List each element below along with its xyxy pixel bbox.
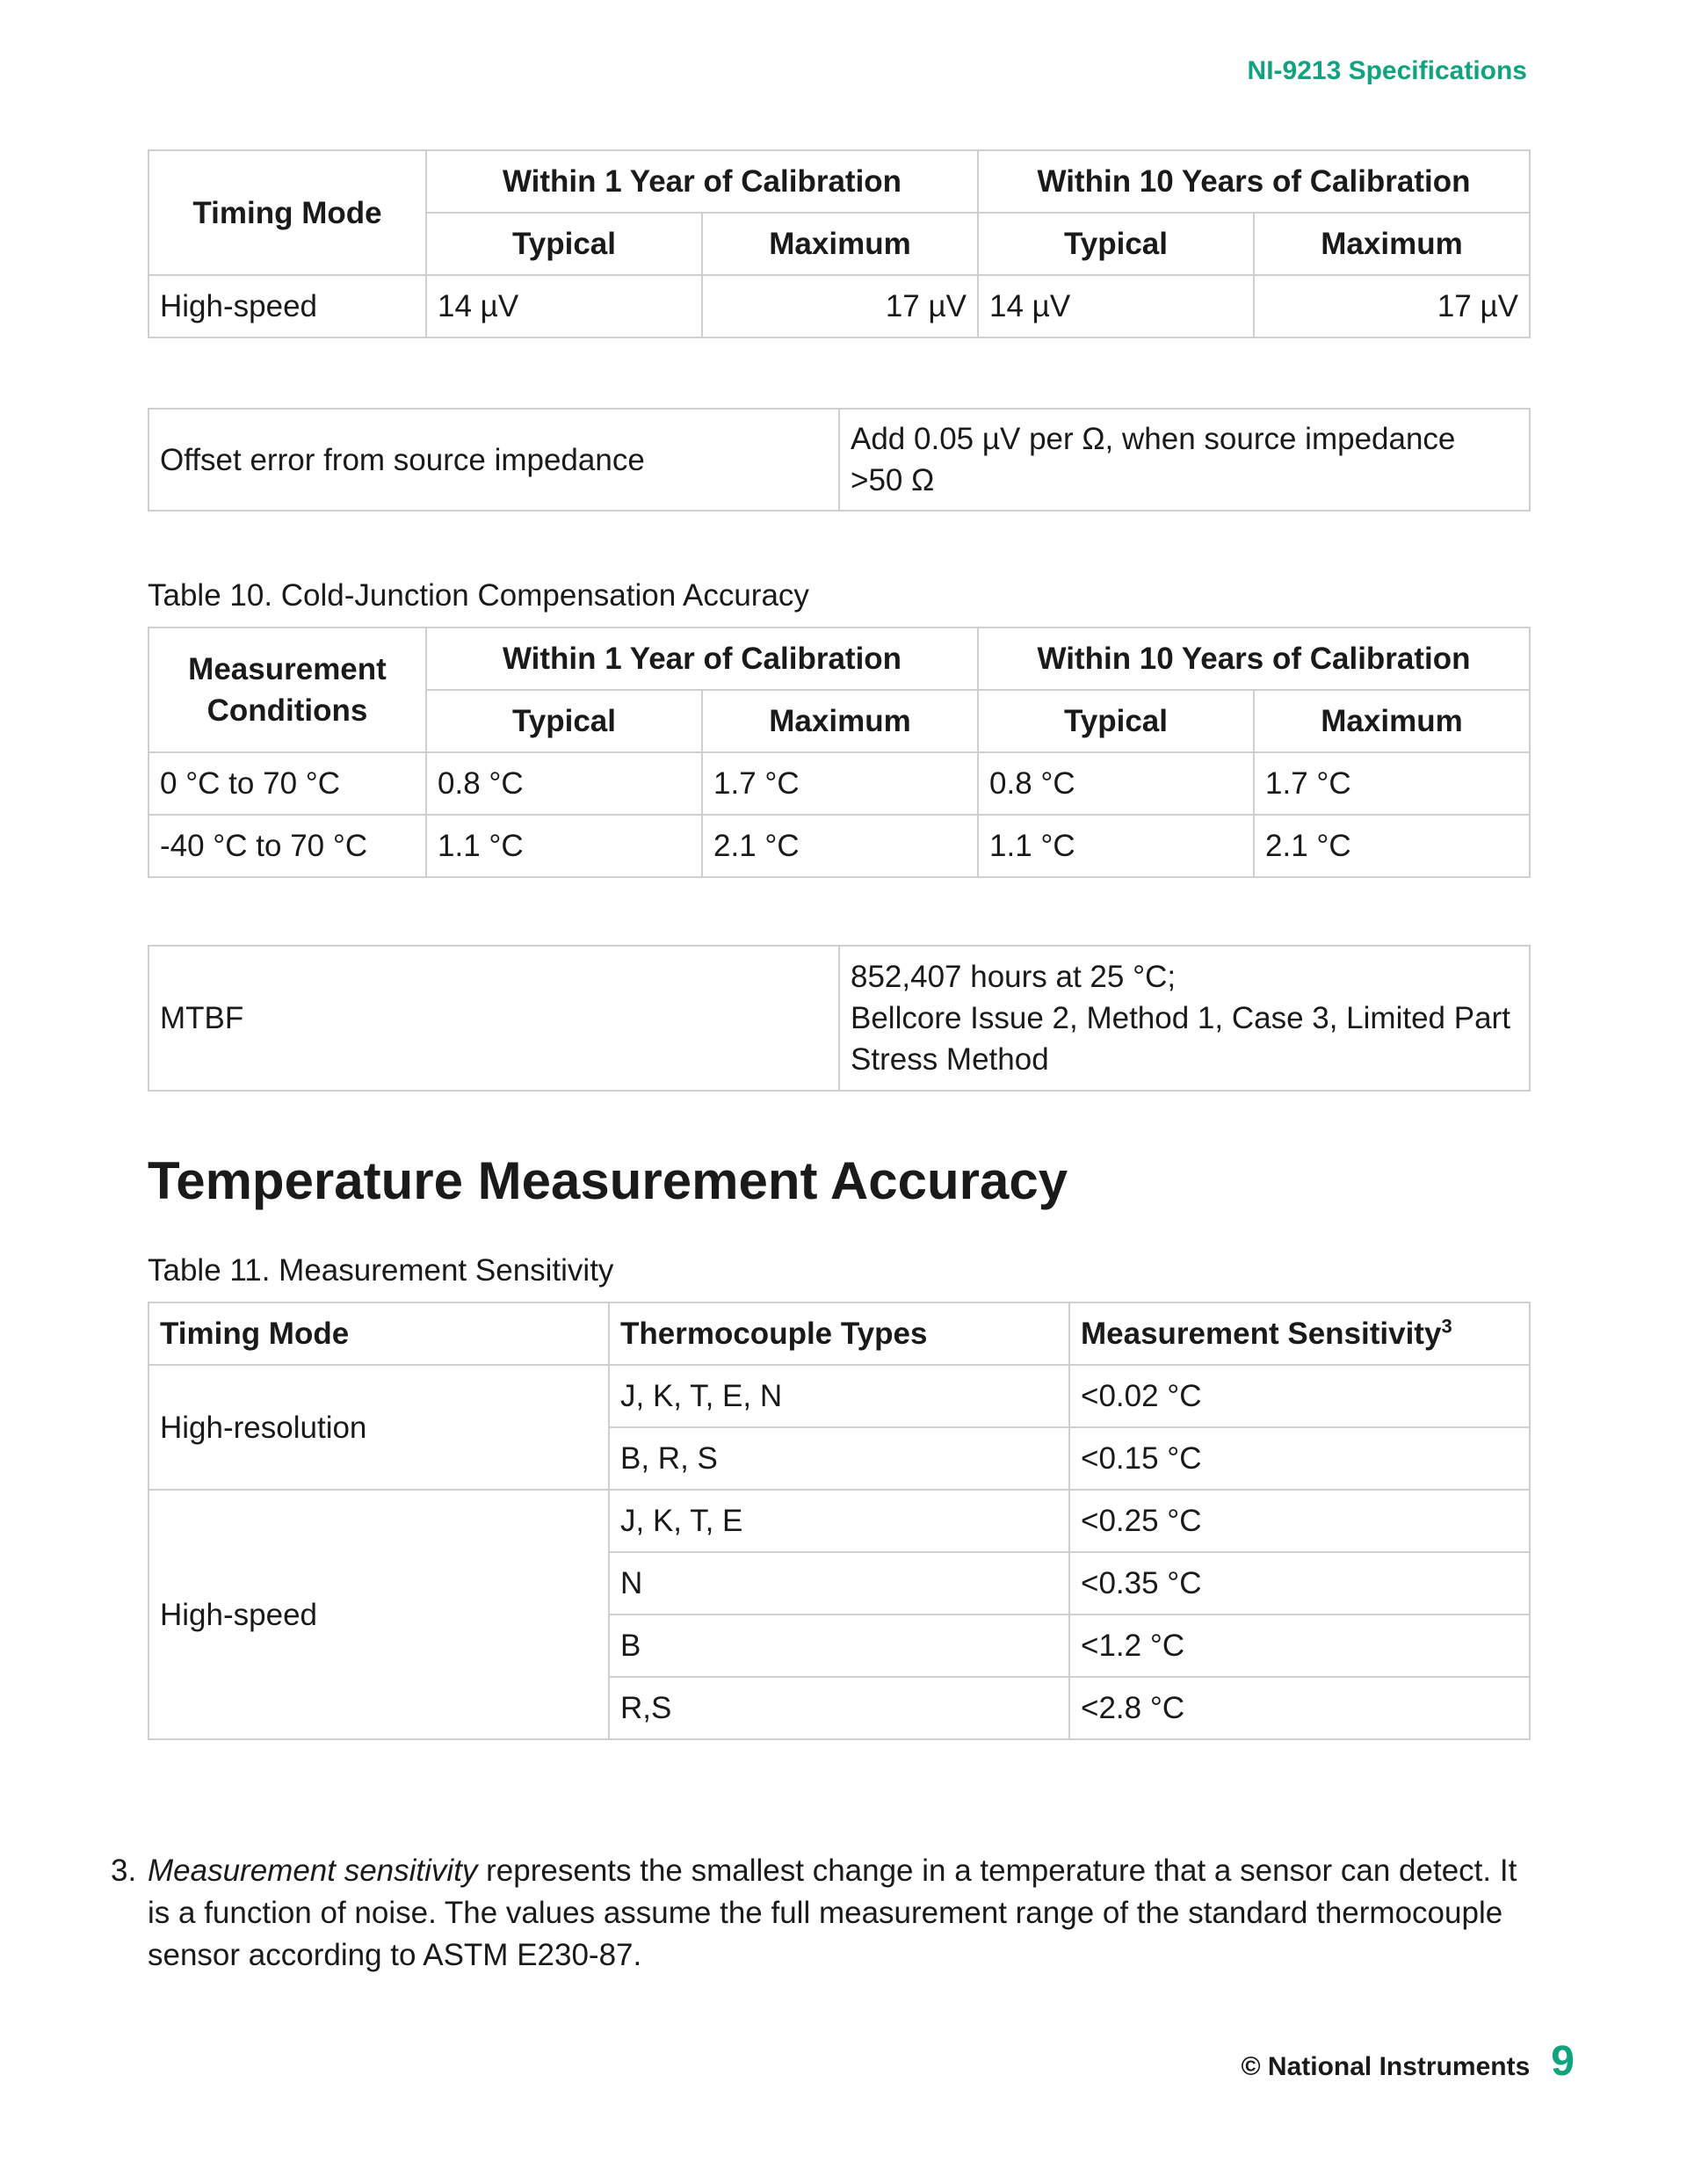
noise-table: [148, 149, 1531, 338]
cell-sensitivity: <0.35 °C: [1069, 1552, 1530, 1614]
table-row: [148, 1490, 1530, 1552]
header-conditions-line1: Measurement: [188, 652, 387, 686]
mtbf-value-line1: 852,407 hours at 25 °C;: [851, 960, 1177, 994]
page-number: 9: [1551, 2038, 1575, 2085]
cell-maximum-1yr: 2.1 °C: [702, 815, 978, 877]
cell-types: B, R, S: [609, 1427, 1069, 1490]
cell-maximum-10yr: 1.7 °C: [1254, 752, 1530, 815]
header-maximum-10yr: Maximum: [1254, 213, 1530, 275]
footnote-term: Measurement sensitivity: [148, 1854, 478, 1888]
cell-typical-1yr: 1.1 °C: [426, 815, 702, 877]
table-row: [148, 946, 1530, 1091]
cell-conditions: 0 °C to 70 °C: [148, 752, 426, 815]
table-row: [148, 752, 1530, 815]
cell-mode: High-speed: [148, 1490, 609, 1739]
cell-sensitivity: <1.2 °C: [1069, 1614, 1530, 1677]
cjc-table: [148, 627, 1531, 878]
header-timing-mode: Timing Mode: [148, 1302, 609, 1365]
section-heading-block: [148, 1150, 1529, 1213]
cell-sensitivity: <0.25 °C: [1069, 1490, 1530, 1552]
header-maximum-10yr: Maximum: [1254, 690, 1530, 752]
cell-maximum-10yr: 2.1 °C: [1254, 815, 1530, 877]
cell-maximum-1yr: 17 µV: [702, 275, 978, 337]
footnote: [111, 1850, 1534, 1977]
header-maximum-1yr: Maximum: [702, 690, 978, 752]
header-title: NI-9213 Specifications: [1247, 56, 1527, 85]
cell-types: N: [609, 1552, 1069, 1614]
header-measurement-sensitivity: [1069, 1302, 1530, 1365]
table-caption: Table 11. Measurement Sensitivity: [148, 1253, 614, 1288]
offset-error-value: [839, 409, 1530, 511]
table-caption: Table 10. Cold-Junction Compensation Accuracy: [148, 578, 809, 613]
mtbf-value: [839, 946, 1530, 1091]
header-typical-1yr: Typical: [426, 690, 702, 752]
cell-types: B: [609, 1614, 1069, 1677]
mtbf-block: [148, 945, 1529, 1092]
header-group-1yr: Within 1 Year of Calibration: [426, 150, 978, 213]
table-row: [148, 815, 1530, 877]
mtbf-value-line2: Bellcore Issue 2, Method 1, Case 3, Limited Part: [851, 1001, 1510, 1035]
copyright: © National Instruments: [1241, 2052, 1531, 2081]
header-group-10yr: Within 10 Years of Calibration: [978, 628, 1530, 690]
cell-mode: High-resolution: [148, 1365, 609, 1490]
section-heading: Temperature Measurement Accuracy: [148, 1151, 1068, 1210]
header-timing-mode: Timing Mode: [148, 150, 426, 275]
mtbf-label: MTBF: [148, 946, 839, 1091]
cell-mode: High-speed: [148, 275, 426, 337]
offset-error-table: [148, 408, 1531, 512]
offset-error-label: Offset error from source impedance: [148, 409, 839, 511]
cell-types: J, K, T, E: [609, 1490, 1069, 1552]
header-maximum-1yr: Maximum: [702, 213, 978, 275]
cell-sensitivity: <0.15 °C: [1069, 1427, 1530, 1490]
mtbf-table: [148, 945, 1531, 1092]
cell-typical-10yr: 1.1 °C: [978, 815, 1254, 877]
offset-error-value-line1: Add 0.05 µV per Ω, when source impedance: [851, 422, 1456, 456]
table-row: [148, 1365, 1530, 1427]
footnote-ref[interactable]: 3: [1441, 1315, 1452, 1338]
cell-types: R,S: [609, 1677, 1069, 1739]
noise-table-block: [148, 149, 1529, 338]
cell-typical-1yr: 0.8 °C: [426, 752, 702, 815]
offset-error-value-line2: >50 Ω: [851, 463, 935, 497]
cell-sensitivity: <2.8 °C: [1069, 1677, 1530, 1739]
header-typical-10yr: Typical: [978, 213, 1254, 275]
header-typical-1yr: Typical: [426, 213, 702, 275]
sensitivity-table: [148, 1302, 1531, 1740]
cell-maximum-1yr: 1.7 °C: [702, 752, 978, 815]
cell-types: J, K, T, E, N: [609, 1365, 1069, 1427]
mtbf-value-line3: Stress Method: [851, 1042, 1049, 1077]
footnote-number: 3.: [111, 1854, 137, 1888]
page-footer: [1241, 2037, 1575, 2086]
table-row: [148, 275, 1530, 337]
header-conditions: [148, 628, 426, 752]
header-typical-10yr: Typical: [978, 690, 1254, 752]
header-group-1yr: Within 1 Year of Calibration: [426, 628, 978, 690]
cell-sensitivity: <0.02 °C: [1069, 1365, 1530, 1427]
header-measurement-sensitivity-label: Measurement Sensitivity: [1081, 1317, 1442, 1351]
cell-typical-10yr: 14 µV: [978, 275, 1254, 337]
header-group-10yr: Within 10 Years of Calibration: [978, 150, 1530, 213]
header-conditions-line2: Conditions: [206, 693, 368, 728]
header-thermocouple-types: Thermocouple Types: [609, 1302, 1069, 1365]
offset-error-block: [148, 408, 1529, 512]
cell-typical-10yr: 0.8 °C: [978, 752, 1254, 815]
table-row: [148, 409, 1530, 511]
cell-typical-1yr: 14 µV: [426, 275, 702, 337]
cell-maximum-10yr: 17 µV: [1254, 275, 1530, 337]
footnote-text: represents the smallest change in a temperature that a sensor can detect. It is a function of noise. The values assume the full measurement range of the standard thermocouple sensor according to ASTM E230-87.: [148, 1854, 1517, 1972]
cjc-table-block: [148, 575, 1529, 878]
footnote-body: [148, 1850, 1534, 1977]
cell-conditions: -40 °C to 70 °C: [148, 815, 426, 877]
sensitivity-table-block: [148, 1250, 1529, 1740]
